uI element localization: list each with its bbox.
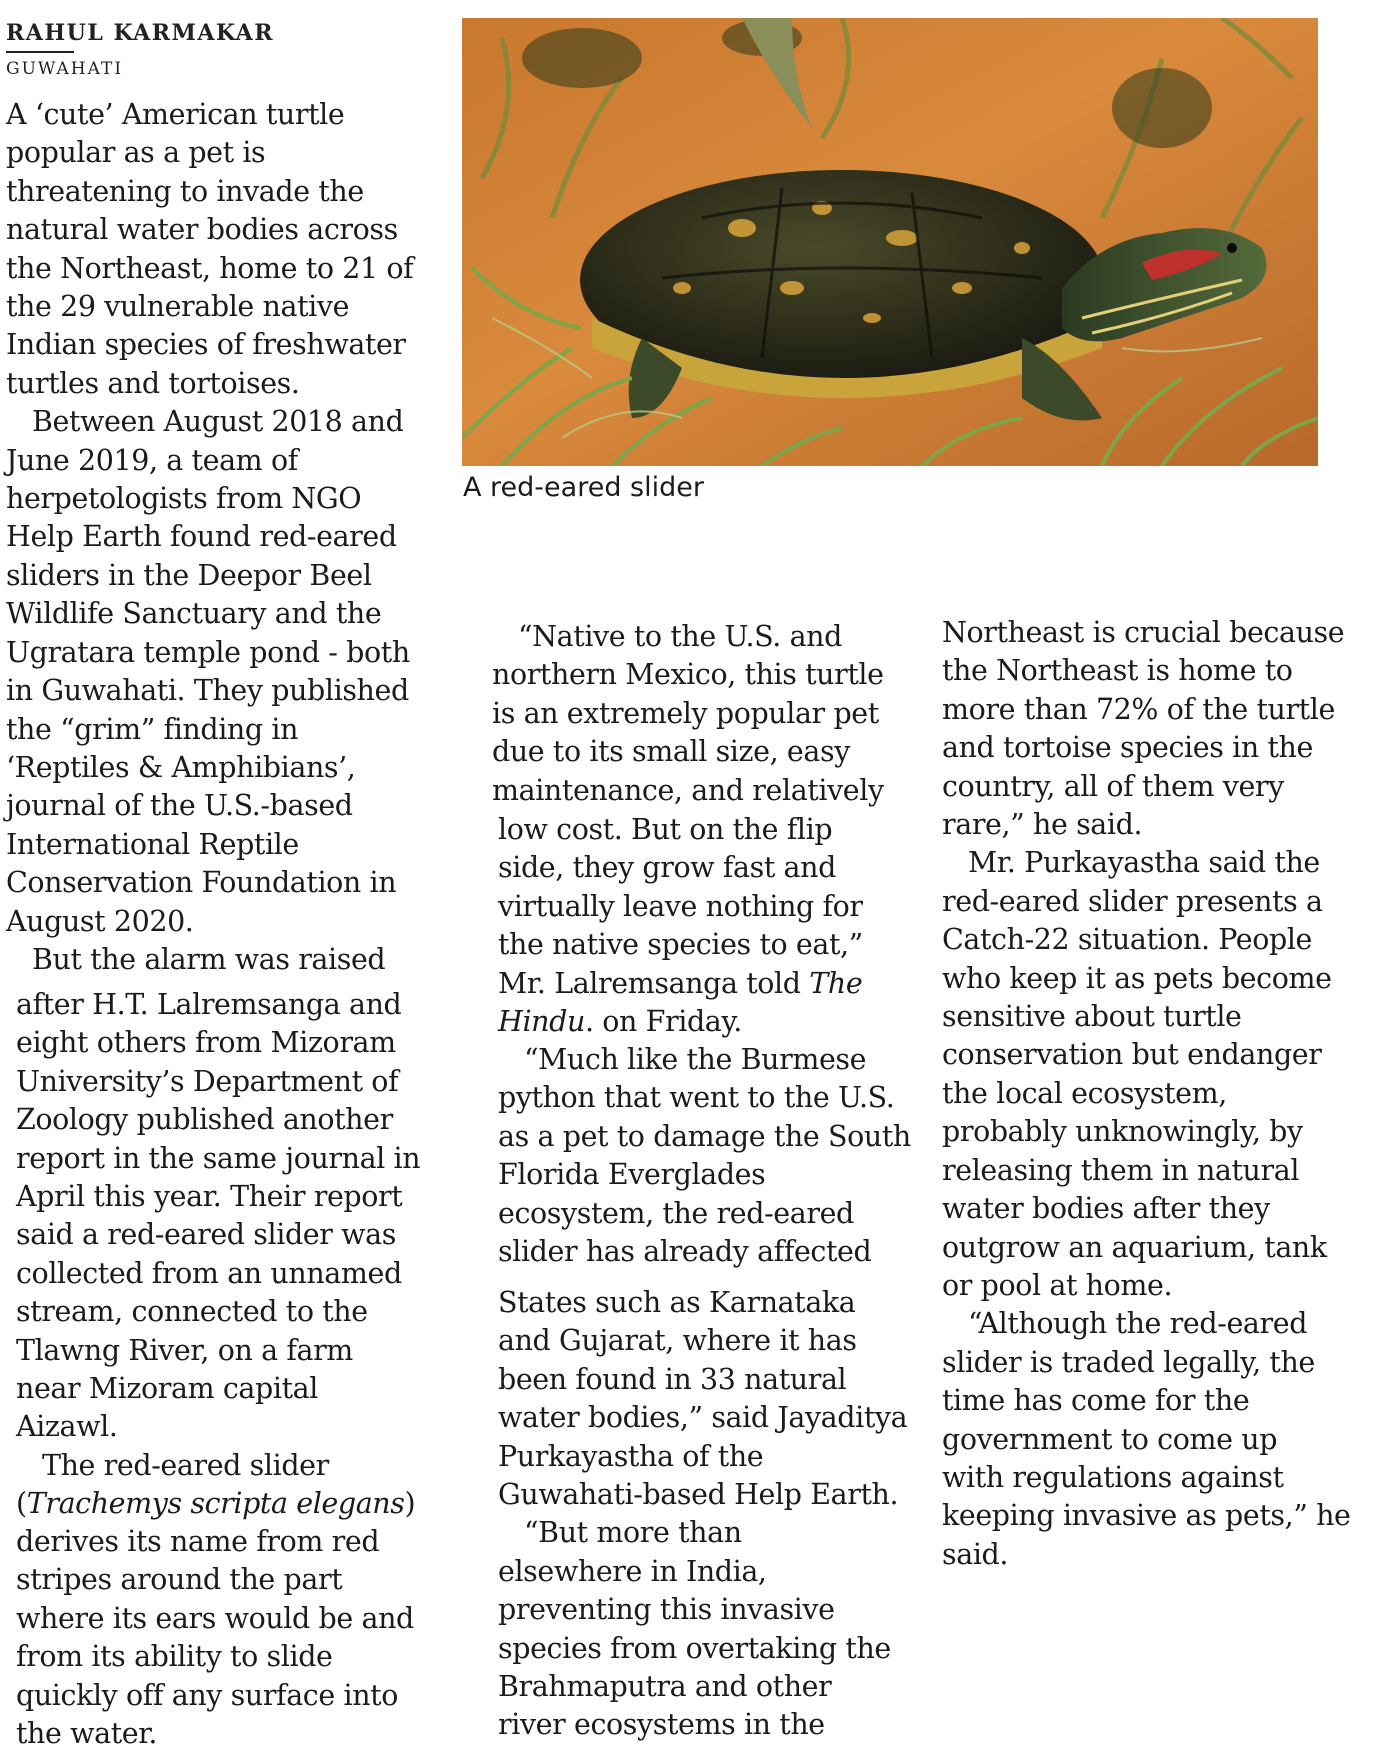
text-line: water bodies after they <box>942 1192 1270 1226</box>
text-line: eight others from Mizoram <box>16 1026 396 1060</box>
text-line: slider is traded legally, the <box>942 1345 1315 1379</box>
text-line: maintenance, and relatively <box>492 773 884 807</box>
text-line: the water. <box>16 1717 157 1751</box>
text-line: Aizawl. <box>16 1410 118 1444</box>
text-line: States such as Karnataka <box>498 1286 856 1319</box>
text-line: “Native to the U.S. and <box>492 620 842 653</box>
text-line: Ugratara temple pond - both <box>6 635 410 669</box>
text-line: northern Mexico, this turtle <box>492 658 884 692</box>
text-line: popular as a pet is <box>6 136 266 170</box>
text-line: and Gujarat, where it has <box>498 1324 857 1358</box>
text-line: ‘Reptiles & Amphibians’, <box>6 750 356 784</box>
text-line: International Reptile <box>6 827 299 861</box>
text-line: elsewhere in India, <box>498 1554 767 1588</box>
text-line: as a pet to damage the South <box>498 1119 911 1153</box>
newspaper-name-part1: The <box>809 967 863 1000</box>
text-line: quickly off any surface into <box>16 1678 398 1712</box>
text-line: species from overtaking the <box>498 1631 891 1665</box>
text-line: Tlawng River, on a farm <box>16 1333 353 1367</box>
text-line: June 2019, a team of <box>6 443 298 477</box>
told-end-text: . on Friday. <box>584 1005 742 1038</box>
text-line: Indian species of freshwater <box>6 328 406 362</box>
text-line: due to its small size, easy <box>492 735 850 769</box>
column-2-c <box>498 1041 911 1271</box>
text-line: the Northeast is home to <box>942 654 1293 688</box>
text-line: is an extremely popular pet <box>492 696 879 730</box>
text-line: Zoology published another <box>16 1103 393 1137</box>
byline-author: RAHUL KARMAKAR <box>6 20 275 46</box>
text-line: the local ecosystem, <box>942 1076 1227 1110</box>
text-line: ecosystem, the red-eared <box>498 1196 854 1230</box>
text-line: who keep it as pets become <box>942 961 1332 995</box>
text-line: A ‘cute’ American turtle <box>6 98 345 131</box>
text-line: Mr. Purkayastha said the <box>942 846 1320 880</box>
text-line: near Mizoram capital <box>16 1372 318 1406</box>
text-line: Wildlife Sanctuary and the <box>6 597 382 631</box>
photo-caption: A red-eared slider <box>463 472 704 503</box>
newspaper-name-part2: Hindu <box>498 1005 585 1038</box>
text-line: Catch-22 situation. People <box>942 923 1313 957</box>
text-line: The red-eared slider <box>16 1448 329 1482</box>
text-line: Help Earth found red-eared <box>6 520 397 554</box>
text-line: said. <box>942 1537 1009 1571</box>
text-line: government to come up <box>942 1422 1278 1456</box>
text-line: Between August 2018 and <box>6 405 404 439</box>
column-2 <box>492 618 884 810</box>
text-line: Northeast is crucial because <box>942 616 1345 649</box>
column-2-b <box>498 811 863 965</box>
column-3 <box>942 614 1351 1574</box>
text-line: Brahmaputra and other <box>498 1670 832 1704</box>
text-line: red-eared slider presents a <box>942 884 1323 918</box>
text-line: river ecosystems in the <box>498 1708 825 1742</box>
column-1-continued <box>16 986 420 1485</box>
text-line: the 29 vulnerable native <box>6 290 350 324</box>
text-line: report in the same journal in <box>16 1141 421 1175</box>
text-line: probably unknowingly, by <box>942 1115 1303 1149</box>
text-line: “Much like the Burmese <box>498 1043 867 1076</box>
text-line: August 2020. <box>6 904 194 938</box>
turtle-photo <box>462 18 1318 466</box>
text-line: or pool at home. <box>942 1268 1173 1302</box>
text-line: time has come for the <box>942 1384 1250 1418</box>
text-line: the Northeast, home to 21 of <box>6 251 414 285</box>
text-line: April this year. Their report <box>16 1180 403 1214</box>
text-line: been found in 33 natural <box>498 1362 847 1396</box>
text-line: threatening to invade the <box>6 174 364 208</box>
text-line: sensitive about turtle <box>942 1000 1242 1034</box>
text-line: conservation but endanger <box>942 1038 1322 1072</box>
text-line: outgrow an aquarium, tank <box>942 1230 1327 1264</box>
text-line: more than 72% of the turtle <box>942 692 1335 726</box>
text-line: journal of the U.S.-based <box>6 789 353 823</box>
dateline: GUWAHATI <box>6 59 124 79</box>
text-line: in Guwahati. They published <box>6 674 409 708</box>
text-line: collected from an unnamed <box>16 1256 402 1290</box>
scientific-name: Trachemys scripta elegans <box>26 1487 405 1520</box>
text-line: the “grim” finding in <box>6 712 299 746</box>
text-line: the native species to eat,” <box>498 928 863 962</box>
text-line: keeping invasive as pets,” he <box>942 1499 1351 1533</box>
told-text: Mr. Lalremsanga told <box>498 967 810 1000</box>
text-line: python that went to the U.S. <box>498 1081 895 1115</box>
text-line: where its ears would be and <box>16 1601 414 1635</box>
text-line: University’s Department of <box>16 1064 399 1098</box>
text-line: “Although the red-eared <box>942 1307 1308 1341</box>
text-line: sliders in the Deepor Beel <box>6 558 372 592</box>
column-2-told-end <box>498 1003 742 1041</box>
text-line: rare,” he said. <box>942 808 1143 842</box>
text-line: preventing this invasive <box>498 1593 835 1627</box>
text-line: water bodies,” said Jayaditya <box>498 1401 908 1435</box>
text-line: virtually leave nothing for <box>498 889 863 923</box>
text-line: said a red-eared slider was <box>16 1218 396 1252</box>
column-2-told <box>498 965 862 1003</box>
text-line: herpetologists from NGO <box>6 482 362 516</box>
text-line: derives its name from red <box>16 1525 380 1558</box>
column-2-d <box>498 1284 907 1745</box>
text-line: releasing them in natural <box>942 1153 1300 1187</box>
text-line: stripes around the part <box>16 1563 343 1597</box>
text-line: country, all of them very <box>942 769 1284 803</box>
text-line: But the alarm was raised <box>6 942 386 976</box>
text-line: turtles and tortoises. <box>6 366 300 400</box>
text-line: Purkayastha of the <box>498 1439 764 1473</box>
text-line: and tortoise species in the <box>942 731 1313 765</box>
text-line: “But more than <box>498 1516 742 1550</box>
text-line: side, they grow fast and <box>498 851 836 885</box>
column-1-sci-line: (Trachemys scripta elegans) <box>16 1487 416 1520</box>
text-line: stream, connected to the <box>16 1295 368 1329</box>
byline-rule <box>6 51 74 53</box>
column-1 <box>6 96 413 979</box>
text-line: Conservation Foundation in <box>6 866 397 900</box>
text-line: Guwahati-based Help Earth. <box>498 1478 899 1512</box>
text-line: with regulations against <box>942 1460 1284 1494</box>
text-line: slider has already affected <box>498 1235 872 1269</box>
text-line: natural water bodies across <box>6 213 398 247</box>
text-line: low cost. But on the flip <box>498 813 833 846</box>
column-1-end <box>16 1523 414 1753</box>
text-line: Florida Everglades <box>498 1158 766 1192</box>
text-line: after H.T. Lalremsanga and <box>16 988 402 1021</box>
text-line: from its ability to slide <box>16 1640 333 1674</box>
